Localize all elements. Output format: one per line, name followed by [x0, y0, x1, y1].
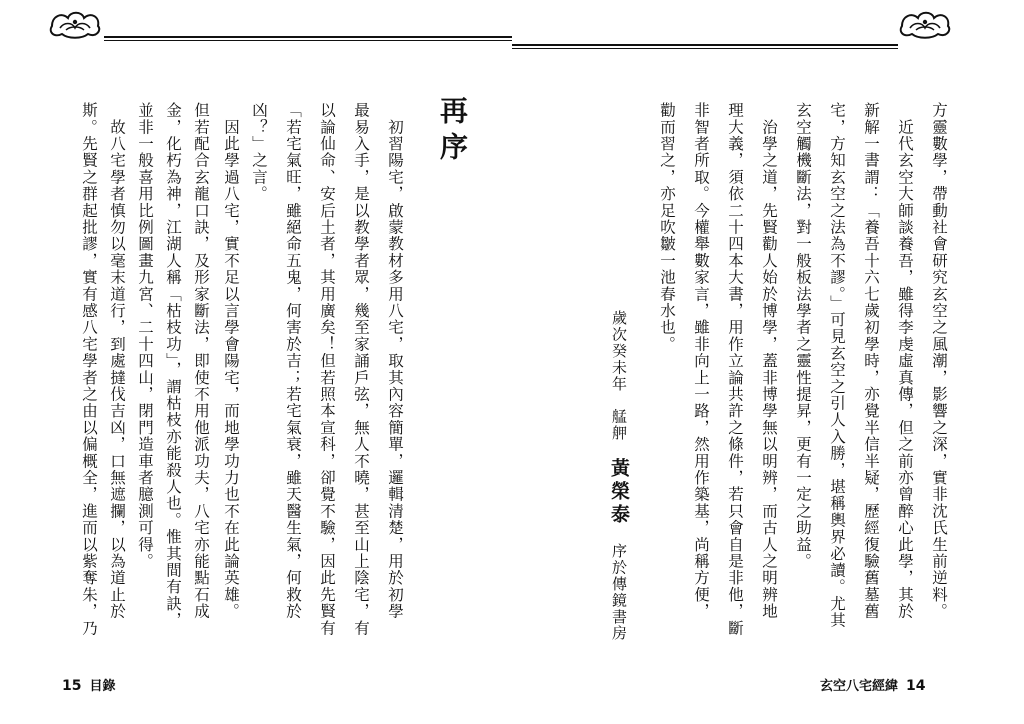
paragraph-line: 最易入手，是以教學者眾，幾至家誦戶弦，無人不曉，甚至山上陰宅，有 [352, 102, 370, 637]
paragraph-line: 宅，方知玄空之法為不謬。」可見玄空之引人入勝，堪稱輿界必讀。尤其 [828, 102, 846, 629]
header-rule-left [104, 36, 512, 38]
paragraph-line: 斯。先賢之群起批謬，實有感八宅學者之由以偏概全，進而以紫奪朱，乃 [80, 102, 98, 637]
paragraph-line: 治學之道，先賢勸人始於博學，蓋非博學無以明辨，而古人之明辨地 [760, 102, 778, 620]
signature-name: 黃榮泰 [608, 457, 630, 527]
cloud-ornament-icon [898, 8, 952, 40]
paragraph-line: 方靈數學，帶動社會研究玄空之風潮，影響之深，實非沈氏生前逆料。 [930, 102, 948, 620]
book-title: 玄空八宅經緯 [820, 679, 899, 694]
page-number: 14 [906, 678, 926, 694]
paragraph-line: 玄空觸機斷法，對一般板法學者之靈性提昇，更有一定之助益。 [794, 102, 812, 570]
signature-block [610, 310, 628, 641]
paragraph-line: 並非一般喜用比例圖畫九宮、二十四山，閉門造車者臆測可得。 [136, 102, 154, 570]
paragraph-line: 凶？」之言。 [250, 102, 268, 203]
paragraph-line: 初習陽宅，啟蒙教材多用八宅，取其內容簡單，邏輯清楚，用於初學 [386, 102, 404, 620]
page-title: 再序 [436, 96, 469, 168]
paragraph-line: 勸而習之，亦足吹皺一池春水也。 [658, 102, 676, 353]
footer-left [54, 675, 116, 694]
paragraph-line: 「若宅氣旺，雖絕命五鬼，何害於吉；若宅氣衰，雖天醫生氣，何救於 [284, 102, 302, 620]
header-rule-right [512, 44, 898, 46]
signature-title: 艋舺 [610, 408, 628, 442]
paragraph-line: 但若配合玄龍口訣，及形家斷法，即使不用他派功夫，八宅亦能點石成 [192, 102, 210, 620]
header-rule-left-thin [104, 40, 512, 41]
paragraph-line: 以論仙命、安后土者，其用廣矣！但若照本宣科，卻覺不驗，因此先賢有 [318, 102, 336, 637]
footer-right [820, 675, 934, 694]
cloud-ornament-icon [48, 8, 102, 40]
signature-date: 歲次癸未年 [610, 310, 628, 392]
signature-place: 序於傳鏡書房 [610, 543, 628, 642]
page-number: 15 [62, 678, 82, 694]
paragraph-line: 金，化朽為神，江湖人稱「枯枝功」，謂枯枝亦能殺人也。惟其間有訣， [164, 102, 182, 629]
paragraph-line: 新解一書謂：「養吾十六七歲初學時，亦覺半信半疑，歷經復驗舊墓舊 [862, 102, 880, 620]
paragraph-line: 故八宅學者慎勿以毫末道行，到處撻伐吉凶，口無遮攔，以為道止於 [108, 102, 126, 620]
paragraph-line: 理大義，須依二十四本大書，用作立論共許之條件，若只會自是非他，斷 [726, 102, 744, 637]
section-label: 目錄 [89, 679, 116, 694]
paragraph-line: 近代玄空大師談養吾，雖得李虔虛真傳，但之前亦曾醉心此學，其於 [896, 102, 914, 620]
paragraph-line: 非智者所取。今權舉數家言，雖非向上一路，然用作築基，尚稱方便， [692, 102, 710, 620]
header-rule-right-thin [512, 48, 898, 49]
paragraph-line: 因此學過八宅，實不足以言學會陽宅，而地學功力也不在此論英雄。 [222, 102, 240, 620]
